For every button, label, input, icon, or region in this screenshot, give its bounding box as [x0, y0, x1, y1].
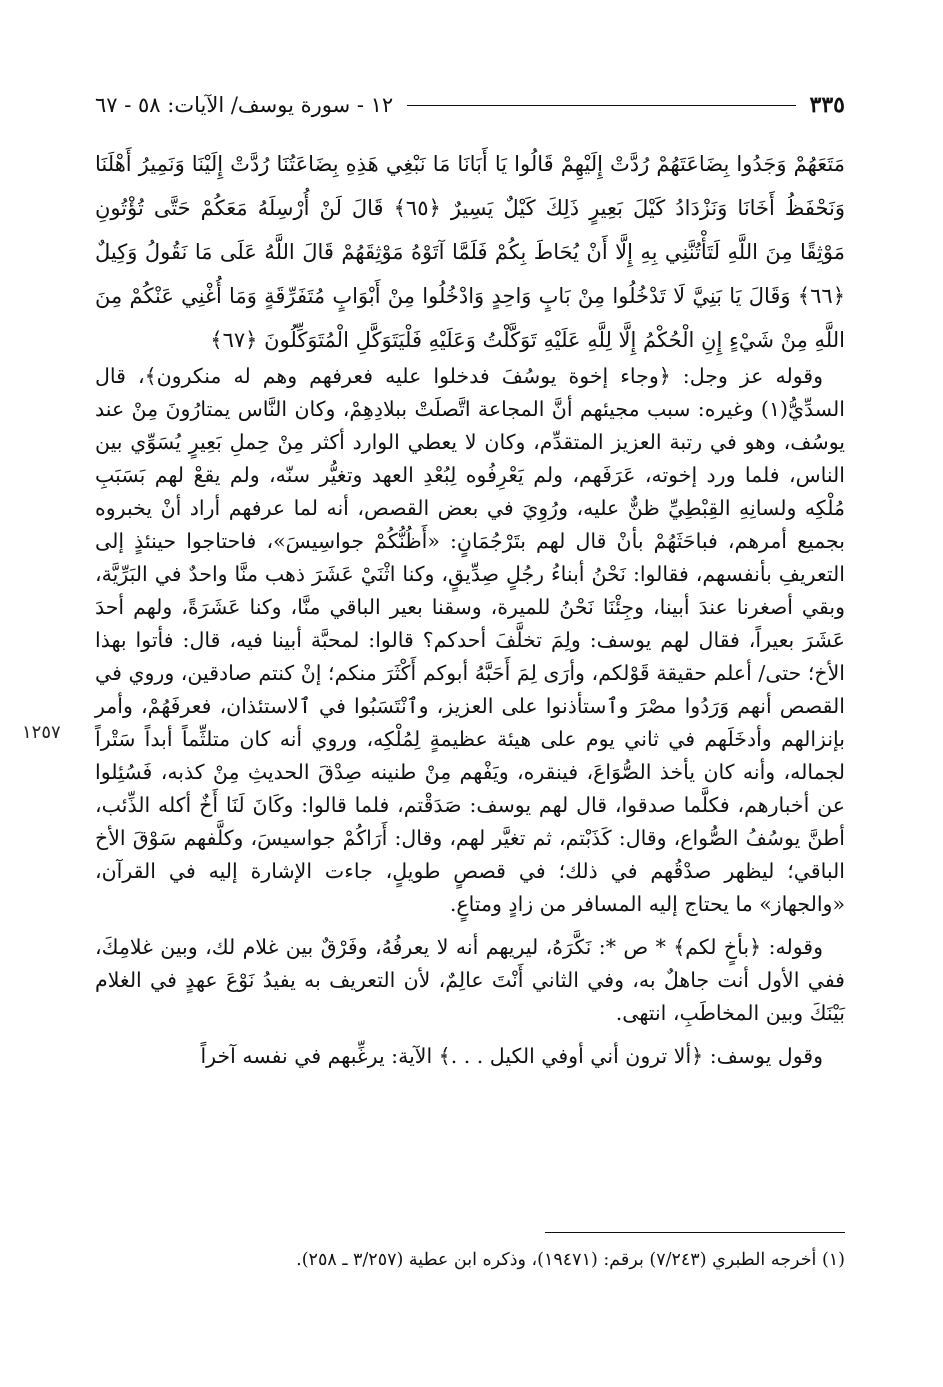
running-header — [95, 88, 845, 122]
header-rule — [407, 105, 795, 106]
paragraph-2: وقوله: ﴿بأخٍ لكم﴾ * ص *: نَكَّرَهُ، ليريهم أنه لا يعرفُهُ، وفَرْقٌ بين غلام لك، وبين غلامِكَ، ففي الأول أنت جاهلٌ به، وفي الثاني أَنْتَ عالِمٌ، لأن التعريف به يفيدُ نَوْعَ عهدٍ في الغلام بَيْنَكَ وبين المخاطَبِ، انتهى. — [95, 935, 845, 1025]
paragraph-1: وقوله عز وجل: ﴿وجاء إخوة يوسُفَ فدخلوا عليه فعرفهم وهم له منكرون﴾، قال السدِّيُّ(١) وغيره: سبب مجيئهم أنَّ المجاعة اتَّصلَتْ ببلادِهِمْ، وكان النَّاس يمتارُونَ مِنْ عند يوسُف، وهو في رتبة العزيز المتقدِّم، وكان لا يعطي الوارد أكثر مِنْ حِملِ بَعِيرٍ يُسَوِّي بين الناس، فلما ورد إخوته، عَرَفَهم، ولم يَعْرِفُوه لِبُعْدِ العهد وتغيُّر سنّه، ولم يقعْ لهم بَسَبَبِ مُلْكِه ولسانِهِ القِبْطِيِّ ظنٌّ عليه، ورُوِيَ في بعض القصص، أنه لما عرفهم أراد أنْ يخبروه بجميع أمرهم، فباحَثَهُمْ بأنْ قال لهم بتَرْجُمَانٍ: «أَظُنُّكُمْ جواسِيسَ»، فاحتاجوا حينئذٍ إلى التعريفِ بأنفسهم، فقالوا: نَحْنُ أبناءُ رجُلٍ صِدِّيقٍ، وكنا اثْنَيْ عَشَرَ ذهب منَّا واحدٌ في البَرِّيَّة، وبقي أصغرنا عندَ أبينا، وجِئْنَا نَحْنُ للميرة، وسقنا بعير الباقي منَّا، وكنا عَشَرَةً، ولهم أحدَ عَشَرَ بعيراً، فقال لهم يوسف: ولِمَ تخلَّفَ أحدكم؟ قالوا: لمحبَّة أبينا فيه، قال: فأتوا بهذا الأخ؛ حتى/ أعلم حقيقة قَوْلكم، وأرَى لِمَ أَحَبَّهُ أبوكم أَكْثَرَ منكم؛ إنْ كنتم صادقين، وروي في القصص أنهم وَرَدُوا مصْرَ وٱستأذنوا على العزيز، وٱنْتَسَبُوا في ٱلاستئذان، فعرفَهُمْ، وأمر بإنزالهم وأدخَلَهم في ثاني يوم على هيئة عظيمةٍ لِمُلْكِه، وروي أنه كان متلثِّماً أبداً سَتْراً لجماله، وأنه كان يأخذ الصُّوَاعَ، فينقره، ويَفْهم مِنْ طنينه صِدْقَ الحديثِ مِنْ كذبه، فَسُئِلوا عن أخبارهم، فكلَّما صدقوا، قال لهم يوسف: صَدَقْتم، فلما قالوا: وكَانَ لَنَا أَخٌ أكله الذِّئب، أطنَّ يوسُفُ الصُّواع، وقال: كَذَبْتم، ثم تغيَّر لهم، وقال: أَرَاكُمْ جواسيسَ، وكلَّفهم سَوْقَ الأخ الباقي؛ ليظهر صدْقُهم في ذلك؛ في قصصٍ طويلٍ، جاءت الإشارة إليه في القرآن، «والجهاز» ما يحتاج إليه المسافر من زادٍ ومتاعٍ. — [95, 364, 845, 916]
header-title: ١٢ - سورة يوسف/ الآيات: ٥٨ - ٦٧ — [95, 93, 394, 117]
paragraph-3: وقول يوسف: ﴿ألا ترون أني أوفي الكيل . . .﴾ الآية: يرغِّبهم في نفسه آخراً — [200, 1044, 823, 1068]
commentary-body — [95, 360, 845, 1073]
quran-verses: مَتَعَهُمْ وَجَدُوا بِضَاعَتَهُمْ رُدَّتْ إِلَيْهِمْ قَالُوا يَا أَبَانَا مَا نَبْغِي هَذِهِ بِضَاعَتُنَا رُدَّتْ إِلَيْنَا وَنَمِيرُ أَهْلَنَا وَنَحْفَظُ أَخَانَا وَنَزْدَادُ كَيْلَ بَعِيرٍ ذَلِكَ كَيْلٌ يَسِيرٌ ﴿٦٥﴾ قَالَ لَنْ أُرْسِلَهُ مَعَكُمْ حَتَّى تُؤْتُونِ مَوْثِقًا مِنَ اللَّهِ لَتَأْتُنَّنِي بِهِ إِلَّا أَنْ يُحَاطَ بِكُمْ فَلَمَّا آتَوْهُ مَوْثِقَهُمْ قَالَ اللَّهُ عَلَى مَا نَقُولُ وَكِيلٌ ﴿٦٦﴾ وَقَالَ يَا بَنِيَّ لَا تَدْخُلُوا مِنْ بَابٍ وَاحِدٍ وَادْخُلُوا مِنْ أَبْوَابٍ مُتَفَرِّقَةٍ وَمَا أُغْنِي عَنْكُمْ مِنَ اللَّهِ مِنْ شَيْءٍ إِنِ الْحُكْمُ إِلَّا لِلَّهِ عَلَيْهِ تَوَكَّلْتُ وَعَلَيْهِ فَلْيَتَوَكَّلِ الْمُتَوَكِّلُونَ ﴿٦٧﴾ — [95, 152, 845, 352]
footnote-divider — [545, 1232, 845, 1233]
manuscript-folio-number: ١٢٥٧ — [22, 722, 61, 743]
page-number: ٣٣٥ — [809, 92, 845, 118]
footnote: (١) أخرجه الطبري (٧/٢٤٣) برقم: (١٩٤٧١)، وذكره ابن عطية (٣/٢٥٧ ـ ٢٥٨). — [296, 1250, 845, 1270]
